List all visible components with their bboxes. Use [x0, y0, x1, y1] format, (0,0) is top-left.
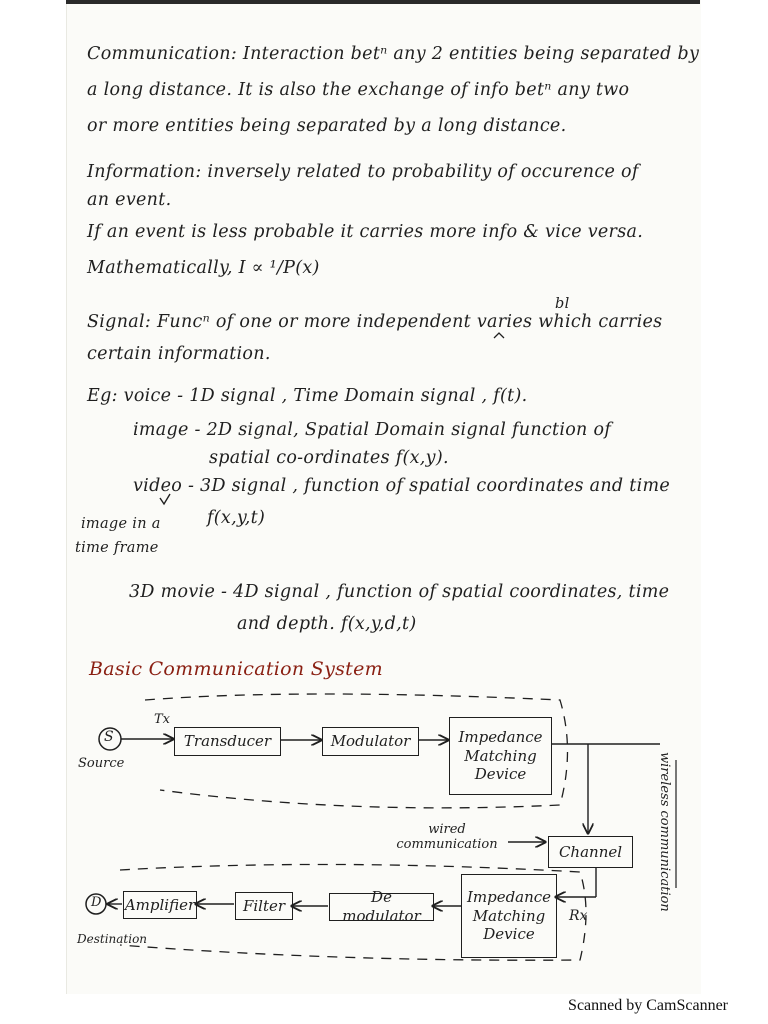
communication-line-3: or more entities being separated by a long distance.: [87, 116, 567, 136]
tx-label: Tx: [154, 712, 171, 727]
example-voice: Eg: voice - 1D signal , Time Domain signal , f(t).: [87, 386, 528, 406]
example-image-1: image - 2D signal, Spatial Domain signal function of: [133, 420, 612, 440]
signal-term: Signal: [87, 312, 145, 332]
example-video-1: video - 3D signal , function of spatial coordinates and time: [133, 476, 671, 496]
scanner-watermark: Scanned by CamScanner: [568, 997, 728, 1014]
page-top-edge: [66, 0, 700, 4]
transducer-block: Transducer: [174, 727, 281, 756]
information-line-3: If an event is less probable it carries more info & vice versa.: [87, 222, 644, 242]
modulator-block: Modulator: [322, 727, 419, 756]
demodulator-block: De modulator: [329, 893, 434, 921]
signal-insert-mark: bl: [555, 296, 570, 312]
example-video-2: f(x,y,t): [207, 508, 266, 528]
signal-line-2: certain information.: [87, 344, 271, 364]
wired-label: wired communication: [396, 822, 498, 852]
destination-label: Destination: [77, 932, 148, 946]
information-line-2: an event.: [87, 190, 172, 210]
video-tick: [160, 494, 170, 504]
video-note-1: image in a: [81, 516, 161, 532]
signal-def-1: : Funcⁿ of one or more independent varies which carries: [144, 312, 663, 332]
information-term: Information: [87, 162, 196, 182]
filter-block: Filter: [235, 892, 293, 920]
example-movie-1: 3D movie - 4D signal , function of spatial coordinates, time: [129, 582, 670, 602]
source-label: Source: [78, 756, 125, 771]
communication-line-2: a long distance. It is also the exchange of info betⁿ any two: [87, 80, 630, 100]
example-image-2: spatial co-ordinates f(x,y).: [209, 448, 449, 468]
destination-node-letter: D: [91, 895, 102, 910]
insert-caret: [494, 333, 504, 338]
section-heading: Basic Communication System: [89, 658, 383, 680]
impedance-tx-block: Impedance Matching Device: [449, 717, 552, 795]
amplifier-block: Amplifier: [123, 891, 197, 919]
impedance-rx-block: Impedance Matching Device: [461, 874, 557, 958]
rx-label: Rx: [569, 908, 588, 924]
communication-term: Communication: [87, 44, 231, 64]
information-formula: Mathematically, I ∝ ¹/P(x): [87, 258, 320, 278]
video-note-2: time frame: [75, 540, 159, 556]
channel-block: Channel: [548, 836, 633, 868]
example-movie-2: and depth. f(x,y,d,t): [237, 614, 417, 634]
information-def-1: : inversely related to probability of occurence of: [195, 162, 639, 182]
source-node-letter: S: [104, 729, 114, 745]
wireless-label: wireless communication: [657, 752, 672, 912]
communication-def-1: : Interaction betⁿ any 2 entities being separated by: [230, 44, 700, 64]
